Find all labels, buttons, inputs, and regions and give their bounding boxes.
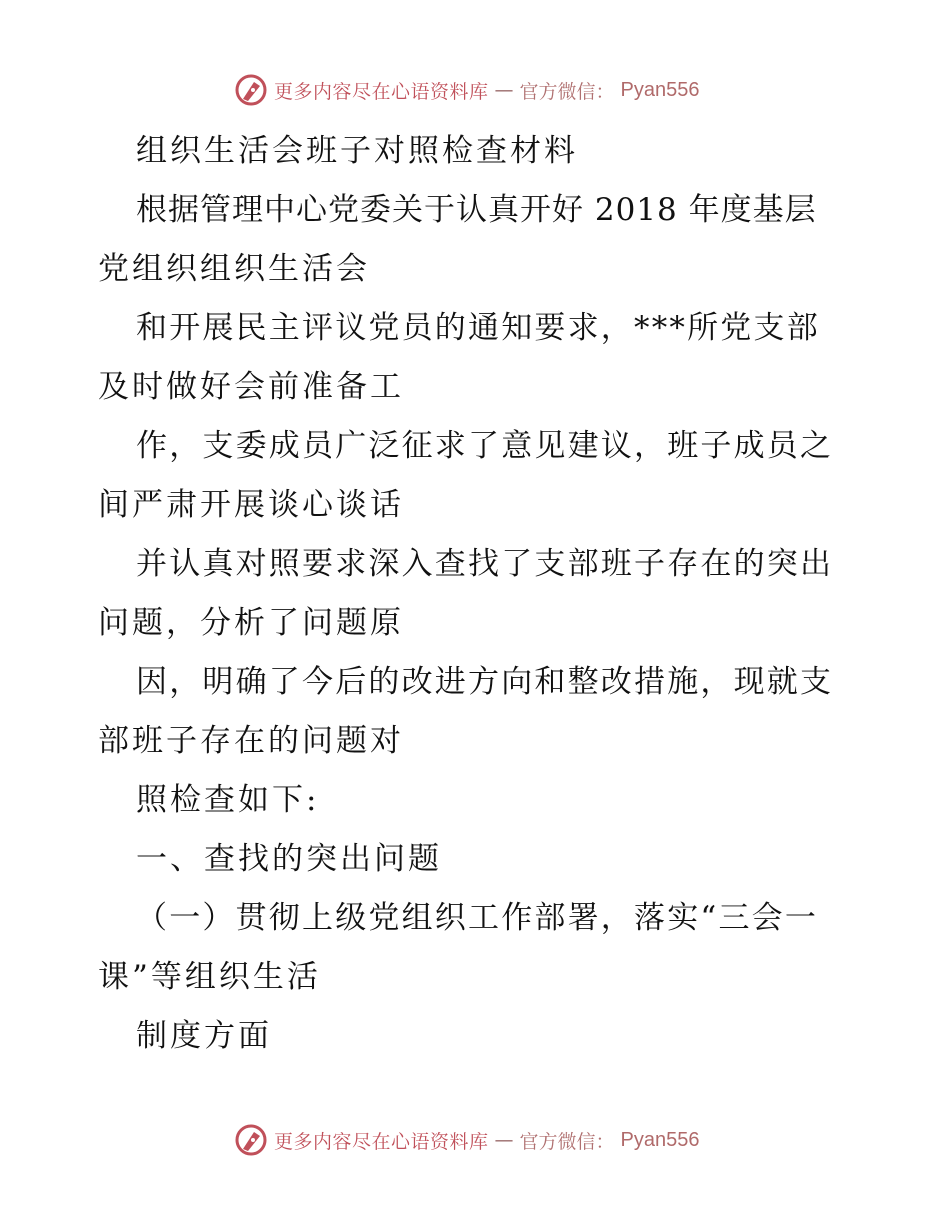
pen-nib-logo-icon xyxy=(234,1123,268,1157)
watermark-separator: — xyxy=(494,1129,514,1151)
paragraph-line: 和开展民主评议党员的通知要求，***所党支部 xyxy=(136,310,820,346)
paragraph-line: 照检查如下: xyxy=(136,782,320,818)
document-body xyxy=(98,122,858,1066)
paragraph-line: 党组织组织生活会 xyxy=(98,251,370,287)
section-heading: 一、查找的突出问题 xyxy=(136,841,442,877)
document-title: 组织生活会班子对照检查材料 xyxy=(136,133,578,169)
paragraph-line: 及时做好会前准备工 xyxy=(98,369,404,405)
watermark-wechat-id: Pyan556 xyxy=(620,1128,700,1151)
paragraph-line: 课”等组织生活 xyxy=(98,959,321,995)
watermark-text: 更多内容尽在心语资料库 xyxy=(274,1130,489,1153)
watermark-label: 官方微信： xyxy=(519,1130,615,1153)
pen-nib-logo-icon xyxy=(234,73,268,107)
paragraph-line: 问题，分析了问题原 xyxy=(98,605,404,641)
paragraph-line: 间严肃开展谈心谈话 xyxy=(98,487,404,523)
watermark-wechat-id: Pyan556 xyxy=(620,78,700,101)
watermark-separator: — xyxy=(494,79,514,101)
watermark-footer xyxy=(234,1122,700,1158)
paragraph-line: 部班子存在的问题对 xyxy=(98,723,404,759)
watermark-text: 更多内容尽在心语资料库 xyxy=(274,80,489,103)
paragraph-line: 制度方面 xyxy=(136,1018,272,1054)
watermark-label: 官方微信： xyxy=(519,80,615,103)
paragraph-line: 因，明确了今后的改进方向和整改措施，现就支 xyxy=(136,664,834,700)
paragraph-line: 并认真对照要求深入查找了支部班子存在的突出 xyxy=(136,546,834,582)
paragraph-line: 根据管理中心党委关于认真开好 2018 年度基层 xyxy=(136,192,817,228)
subsection-heading: （一）贯彻上级党组织工作部署，落实“三会一 xyxy=(136,900,819,936)
watermark-header xyxy=(234,72,700,108)
paragraph-line: 作，支委成员广泛征求了意见建议，班子成员之 xyxy=(136,428,834,464)
